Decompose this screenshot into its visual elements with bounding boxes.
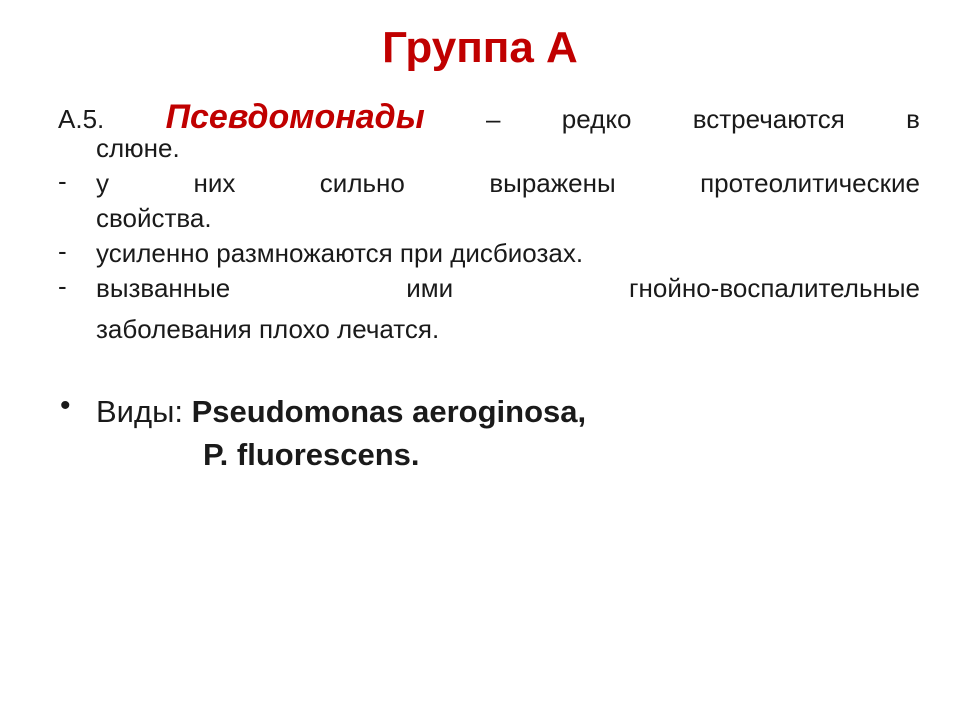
slide-title: Группа А bbox=[382, 23, 578, 72]
list-item bbox=[58, 166, 920, 236]
slide-body bbox=[58, 100, 920, 478]
list-item-text-continued: заболевания плохо лечатся. bbox=[96, 314, 440, 344]
bullet-icon: • bbox=[60, 389, 71, 422]
intro-line-continued: слюне. bbox=[96, 133, 180, 163]
species-line bbox=[58, 389, 920, 432]
list-item-text: вызванные ими гнойно-воспалительные bbox=[96, 273, 920, 303]
list-item bbox=[58, 236, 920, 271]
list-item-text: у них сильно выражены протеолитические bbox=[96, 168, 920, 198]
species-label: Виды: bbox=[96, 394, 183, 429]
dash-marker: - bbox=[58, 271, 67, 301]
genus-name: Псевдомонады bbox=[165, 98, 425, 136]
species-name-1: Pseudomonas aeroginosa, bbox=[191, 394, 587, 429]
dash-marker: - bbox=[58, 166, 67, 196]
list-item-text: усиленно размножаются при дисбиозах. bbox=[96, 238, 584, 268]
item-number: А.5. bbox=[58, 104, 105, 134]
species-name-2: P. fluorescens. bbox=[203, 437, 420, 472]
list-item-text-continued: свойства. bbox=[96, 203, 212, 233]
dash-marker: - bbox=[58, 236, 67, 266]
list-item bbox=[58, 271, 920, 352]
genus-description: – редко встречаются в bbox=[486, 104, 920, 134]
